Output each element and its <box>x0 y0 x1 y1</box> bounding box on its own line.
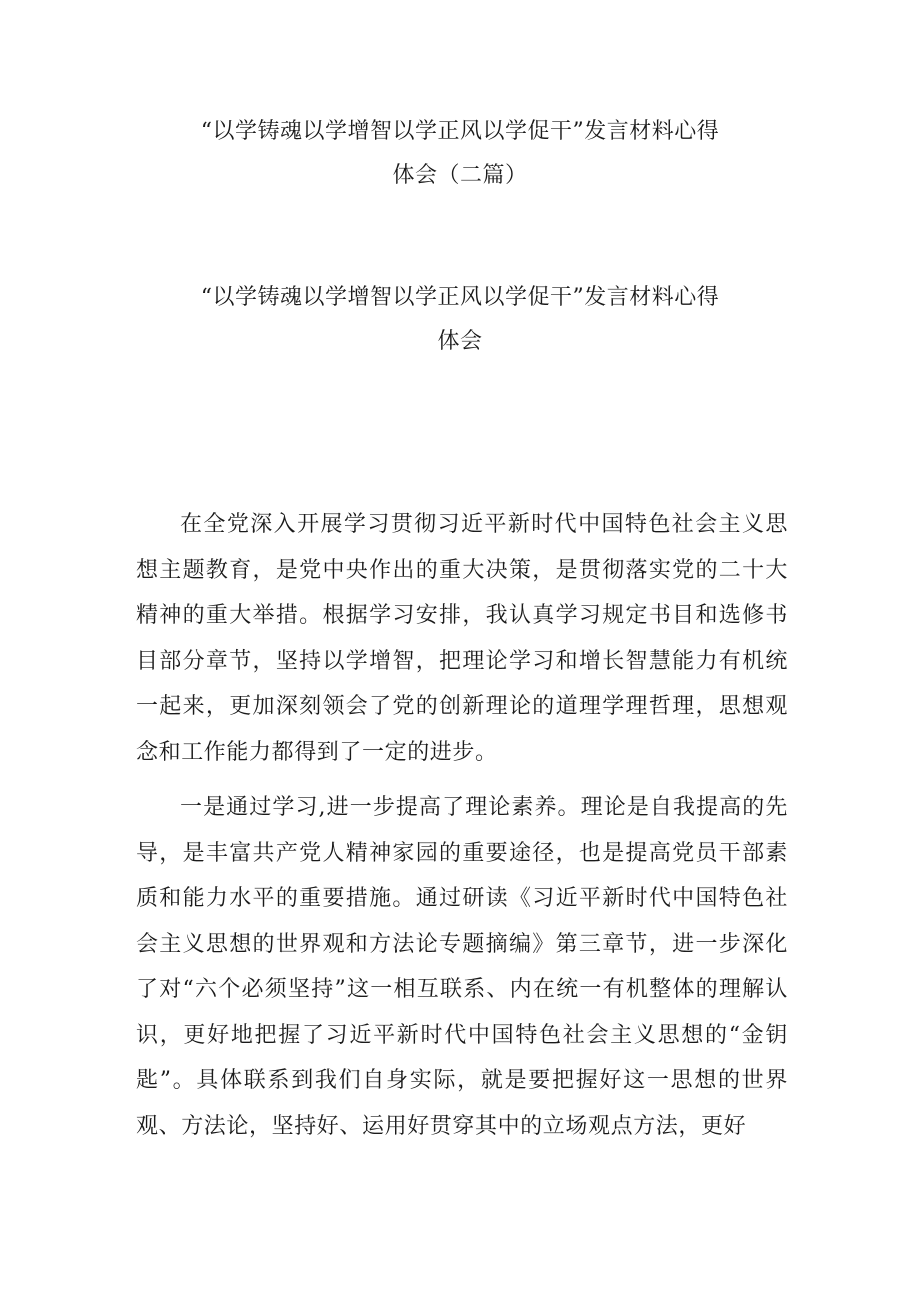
paragraph-2: 一是通过学习,进一步提高了理论素养。理论是自我提高的先导，是丰富共产党人精神家园的重要途径，也是提高党员干部素质和能力水平的重要措施。通过研读《习近平新时代中国特色社会主义思想的世界观和方法论专题摘编》第三章节，进一步深化了对“六个必须坚持”这一相互联系、内在统一有机整体的理解认识，更好地把握了习近平新时代中国特色社会主义思想的“金钥匙”。具体联系到我们自身实际，就是要把握好这一思想的世界观、方法论，坚持好、运用好贯穿其中的立场观点方法，更好 <box>136 795 788 1139</box>
document-title <box>0 110 920 198</box>
document-title-line-1: “以学铸魂以学增智以学正风以学促干”发言材料心得 <box>200 119 720 144</box>
section-title-line-1: “以学铸魂以学增智以学正风以学促干”发言材料心得 <box>200 285 720 310</box>
section-title <box>0 276 920 364</box>
paragraph-1: 在全党深入开展学习贯彻习近平新时代中国特色社会主义思想主题教育，是党中央作出的重大决策，是贯彻落实党的二十大精神的重大举措。根据学习安排，我认真学习规定书目和选修书目部分章节，坚持以学增智，把理论学习和增长智慧能力有机统一起来，更加深刻领会了党的创新理论的道理学理哲理，思想观念和工作能力都得到了一定的进步。 <box>136 512 788 765</box>
section-title-line-2: 体会 <box>437 329 483 354</box>
document-title-line-2: 体会（二篇） <box>392 163 528 188</box>
body-text <box>136 502 788 1159</box>
